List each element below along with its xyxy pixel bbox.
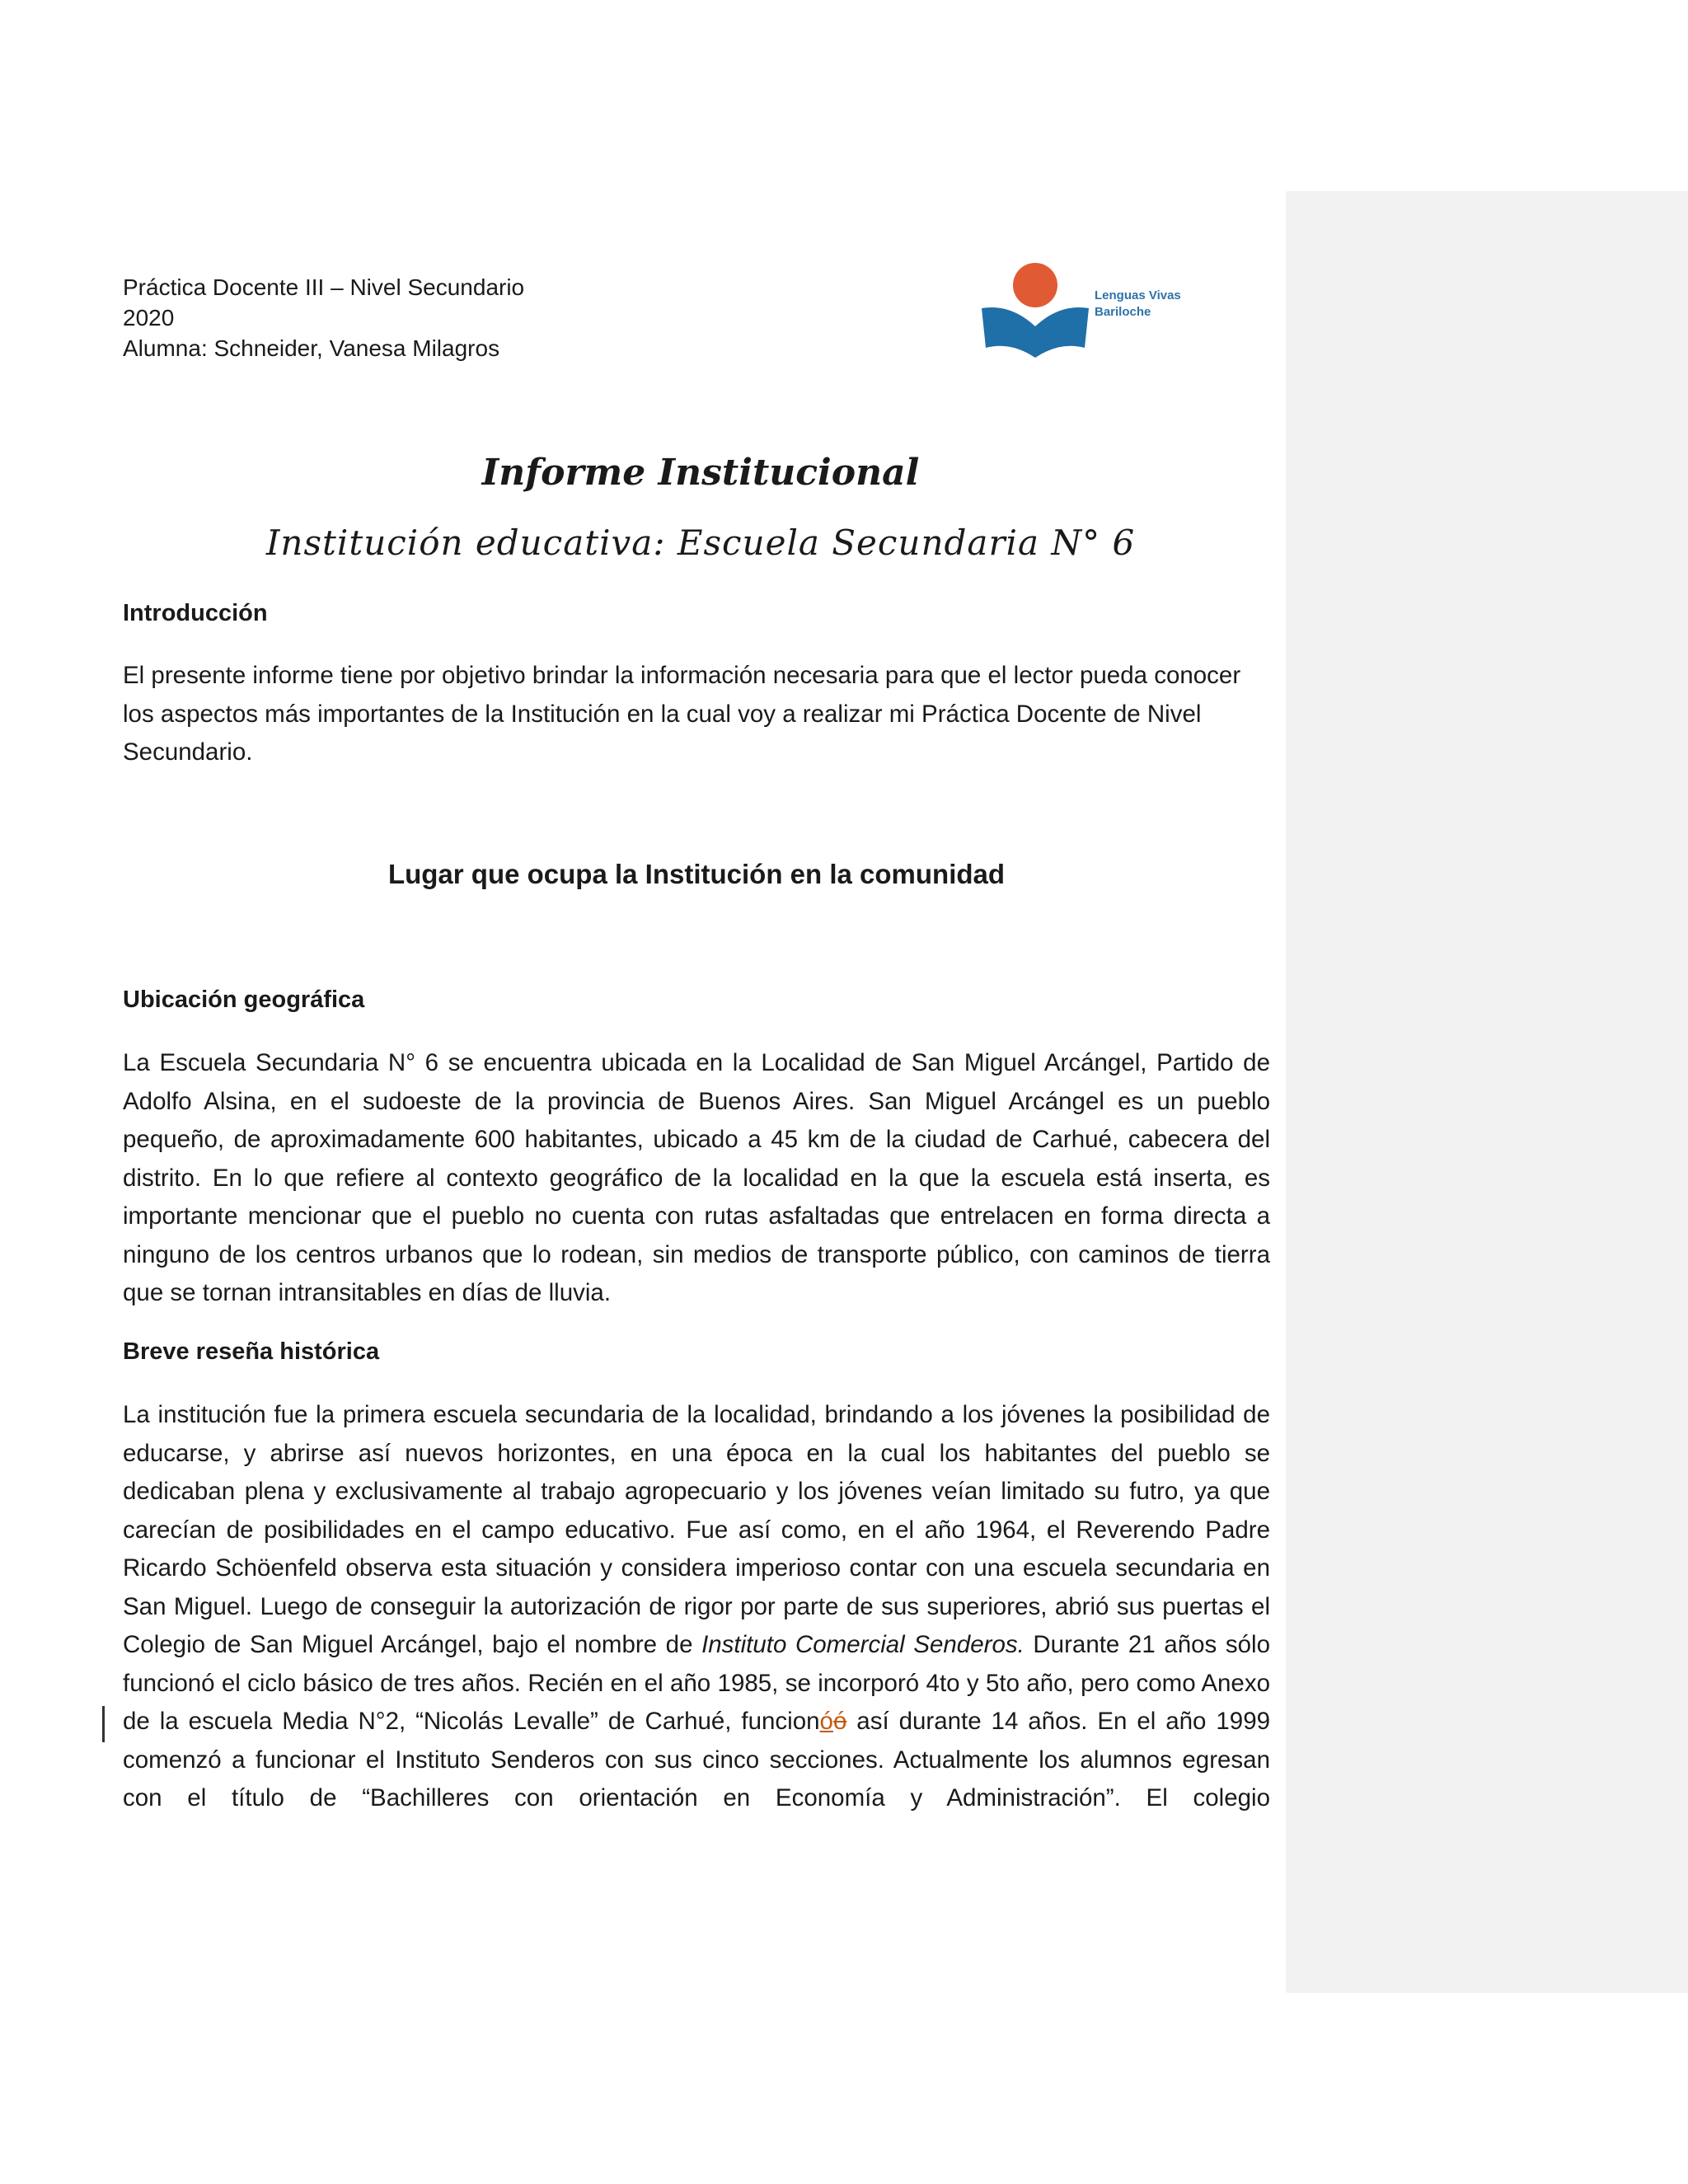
- logo-book-right-icon: [1035, 307, 1089, 358]
- resena-text-c: así durante 14 años. En el año 1999 comenzó a funcionar el Instituto Senderos con sus cinco secciones. Actualmente los alumnos egresan con el título de “Bachilleres con orientación en Economía y Administración”. El colegio: [123, 1708, 1271, 1811]
- resena-paragraph: [123, 1396, 1270, 1818]
- document-subtitle: Institución educativa: Escuela Secundaria N° 6: [265, 523, 1136, 563]
- track-change-bar: [102, 1706, 105, 1742]
- tracked-insertion[interactable]: ó: [819, 1708, 833, 1735]
- logo-book-left-icon: [982, 307, 1035, 358]
- document-header: [123, 272, 524, 363]
- lenguas-vivas-logo: [978, 260, 1192, 359]
- logo-text-line1: Lenguas Vivas: [1095, 288, 1181, 302]
- ubicacion-heading: Ubicación geográfica: [123, 987, 365, 1013]
- resena-text-b: Durante 21 años sólo funcionó el ciclo básico de tres años. Recién en el año 1985, se incorporó 4to y 5to año, pero como Anexo de la escuela Media N°2, “Nicolás Levalle” de Carhué, funcion: [123, 1631, 1270, 1735]
- header-year: 2020: [123, 305, 175, 330]
- intro-heading: Introducción: [123, 600, 268, 626]
- header-student: Alumna: Schneider, Vanesa Milagros: [123, 335, 500, 361]
- tracked-deletion[interactable]: ó: [832, 1708, 847, 1735]
- resena-text-a: La institución fue la primera escuela secundaria de la localidad, brindando a los jóvenes la posibilidad de educarse, y abrirse así nuevos horizontes, en una época en la cual los habitantes del pueblo se dedicaban plena y exclusivamente al trabajo agropecuario y los jóvenes veían limitado su futro, ya que carecían de posibilidades en el campo educativo. Fue así como, en el año 1964, el Reverendo Padre Ricardo Schöenfeld observa esta situación y considera imperioso contar con una escuela secundaria en San Miguel. Luego de conseguir la autorización de rigor por parte de sus superiores, abrió sus puertas el Colegio de San Miguel Arcángel, bajo el nombre de: [123, 1401, 1270, 1658]
- ubicacion-paragraph: La Escuela Secundaria N° 6 se encuentra ubicada en la Localidad de San Miguel Arcángel, Partido de Adolfo Alsina, en el sudoeste de la provincia de Buenos Aires. San Miguel Arcángel es un pueblo pequeño, de aproximadamente 600 habitantes, ubicado a 45 km de la ciudad de Carhué, cabecera del distrito. En lo que refiere al contexto geográfico de la localidad en la que la escuela está inserta, es importante mencionar que el pueblo no cuenta con rutas asfaltadas que entrelacen en forma directa a ninguno de los centros urbanos que lo rodean, sin medios de transporte público, con caminos de tierra que se tornan intransitables en días de lluvia.: [123, 1049, 1270, 1306]
- resena-italic-name: Instituto Comercial Senderos.: [701, 1631, 1025, 1658]
- resena-heading: Breve reseña histórica: [123, 1338, 380, 1365]
- logo-sun-icon: [1013, 263, 1057, 307]
- document-title: Informe Institucional: [481, 452, 920, 494]
- logo-text-line2: Bariloche: [1095, 305, 1151, 319]
- header-course: Práctica Docente III – Nivel Secundario: [123, 274, 525, 300]
- intro-paragraph: El presente informe tiene por objetivo brindar la información necesaria para que el lector pueda conocer los aspectos más importantes de la Institución en la cual voy a realizar mi Práctica Docente de Nivel Secundario.: [123, 662, 1241, 766]
- section-heading: Lugar que ocupa la Institución en la comunidad: [387, 859, 1006, 889]
